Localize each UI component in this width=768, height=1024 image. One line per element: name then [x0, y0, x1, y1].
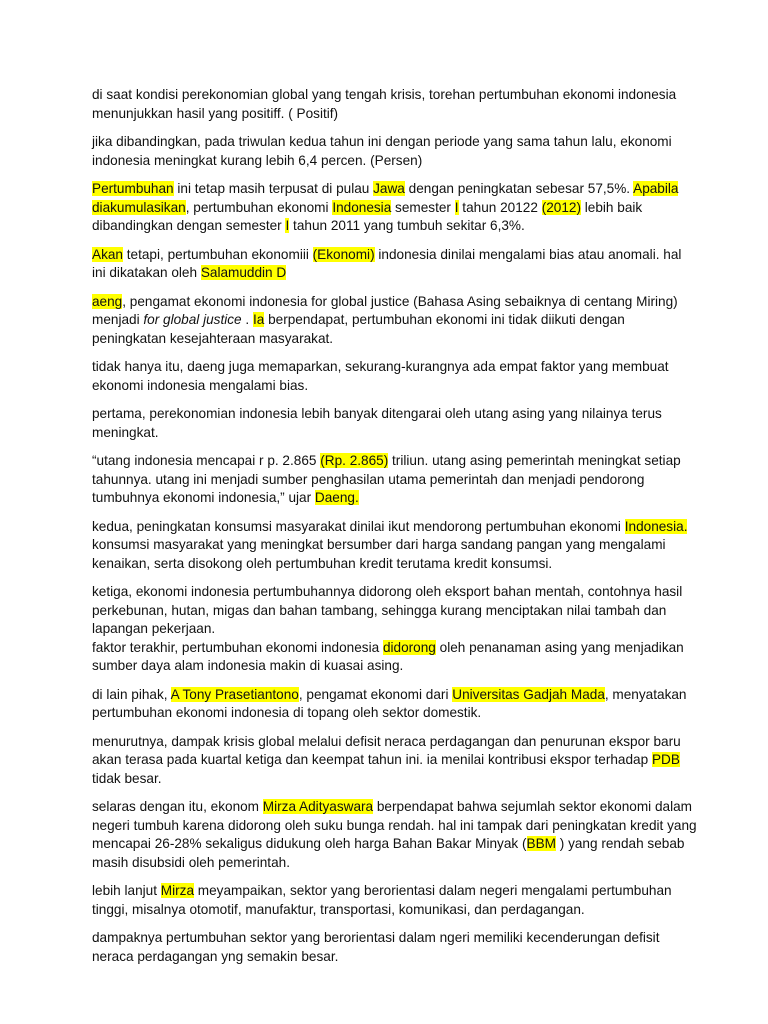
text-run: “utang indonesia mencapai r p. 2.865	[92, 453, 321, 468]
highlight: didorong	[382, 639, 436, 655]
text-run: , pengamat ekonomi indonesia for global justice (Bahasa Asing sebaiknya di centang Miring) menjadi	[92, 293, 678, 327]
highlight: (2012)	[541, 199, 581, 215]
highlight: Ia	[252, 312, 265, 327]
paragraph-4	[92, 246, 698, 283]
text-run: tidak besar.	[92, 770, 162, 786]
highlight: BBM	[526, 836, 556, 851]
paragraph-6: tidak hanya itu, daeng juga memaparkan, sekurang-kurangnya ada empat faktor yang membuat ekonomi indonesia mengalami bias.	[92, 359, 669, 393]
text-run: berpendapat bahwa sejumlah sektor ekonomi dalam negeri tumbuh karena didorong oleh suku bunga rendah. hal ini tampak dari peningkatan kredit yang mencapai 26-28% sekaligus didukung oleh harga Bahan Bakar Minyak (	[92, 799, 697, 851]
paragraph-12	[92, 686, 698, 723]
text-run: di lain pihak,	[92, 686, 171, 702]
highlight: I	[454, 199, 459, 215]
paragraph-5	[92, 293, 698, 349]
text-run: semester	[391, 199, 455, 215]
text-run: ini tetap masih terpusat di pulau	[173, 181, 374, 196]
paragraph-8	[92, 452, 698, 508]
paragraph-14	[92, 798, 698, 872]
highlight: Daeng.	[314, 490, 359, 505]
highlight: Mirza	[160, 883, 195, 898]
text-run: menurutnya, dampak krisis global melalui defisit neraca perdagangan dan penurunan ekspor baru akan terasa pada kuartal ketiga dan keempat tahun ini. ia menilai kontribusi ekspor terhadap	[92, 733, 681, 767]
highlight: Indonesia	[332, 199, 392, 215]
text-run: oleh penanaman asing yang menjadikan sumber daya alam indonesia makin di kuasai asing.	[92, 639, 684, 673]
highlight: Pertumbuhan	[92, 181, 174, 196]
text-run: ) yang rendah sebab masih disubsidi oleh pemerintah.	[92, 836, 685, 870]
paragraph-11	[92, 639, 698, 676]
highlight: Indonesia.	[624, 518, 688, 534]
text-run: faktor terakhir, pertumbuhan ekonomi indonesia	[92, 639, 383, 655]
text-run: kedua, peningkatan konsumsi masyarakat dinilai ikut mendorong pertumbuhan ekonomi	[92, 518, 625, 534]
text-run: , pengamat ekonomi dari	[298, 686, 453, 702]
paragraph-3	[92, 180, 698, 236]
text-run: indonesia dinilai mengalami bias atau anomali. hal ini dikatakan oleh	[92, 246, 682, 280]
highlight: (Ekonomi)	[312, 246, 375, 262]
text-run: konsumsi masyarakat yang meningkat bersumber dari harga sandang pangan yang mengalami kenaikan, serta disokong oleh pertumbuhan kredit terutama kredit konsumsi.	[92, 537, 666, 571]
highlight: (Rp. 2.865)	[320, 453, 389, 468]
text-run: .	[241, 312, 253, 327]
highlight: Akan	[92, 246, 123, 262]
text-run: , pertumbuhan ekonomi	[185, 199, 333, 215]
paragraph-1: di saat kondisi perekonomian global yang tengah krisis, torehan pertumbuhan ekonomi indonesia menunjukkan hasil yang positiff. ( Positif)	[92, 87, 677, 121]
highlight: A Tony Prasetiantono	[170, 686, 299, 702]
paragraph-2: jika dibandingkan, pada triwulan kedua tahun ini dengan periode yang sama tahun lalu, ekonomi indonesia meningkat kurang lebih 6,4 percen. (Persen)	[92, 134, 672, 168]
text-run: tetapi, pertumbuhan ekonomiii	[122, 246, 313, 262]
text-run: tahun 20122	[458, 199, 542, 215]
text-run: lebih lanjut	[92, 883, 161, 898]
text-run: dengan peningkatan sebesar 57,5%.	[404, 181, 634, 196]
highlight: I	[285, 218, 290, 233]
text-run: , menyatakan pertumbuhan ekonomi indonesia di topang oleh sektor domestik.	[92, 686, 687, 720]
paragraph-13	[92, 733, 698, 789]
paragraph-9	[92, 518, 698, 574]
text-run: triliun. utang asing pemerintah meningkat setiap tahunnya. utang ini menjadi sumber penghasilan utama pemerintah dan menjadi pendorong tumbuhnya ekonomi indonesia,” ujar	[92, 453, 681, 505]
highlight: Apabila diakumulasikan	[92, 181, 679, 215]
paragraph-15	[92, 882, 698, 919]
text-run: berpendapat, pertumbuhan ekonomi ini tidak diikuti dengan peningkatan kesejahteraan masyarakat.	[92, 312, 625, 346]
highlight: Salamuddin D	[200, 265, 287, 280]
text-run: tahun 2011 yang tumbuh sekitar 6,3%.	[289, 218, 525, 233]
highlight: aeng	[92, 293, 123, 309]
italic-text: for global justice	[143, 312, 242, 327]
paragraph-16: dampaknya pertumbuhan sektor yang berorientasi dalam ngeri memiliki kecenderungan defisit neraca perdagangan yng semakin besar.	[92, 930, 660, 964]
text-run: meyampaikan, sektor yang berorientasi dalam negeri mengalami pertumbuhan tinggi, misalnya otomotif, manufaktur, transportasi, komunikasi, dan perdagangan.	[92, 883, 672, 917]
highlight: Universitas Gadjah Mada	[452, 686, 605, 702]
text-run: selaras dengan itu, ekonom	[92, 799, 263, 814]
highlight: Mirza Adityaswara	[262, 799, 374, 814]
highlight: Jawa	[373, 181, 405, 196]
text-run: lebih baik dibandingkan dengan semester	[92, 199, 643, 233]
highlight: PDB	[651, 752, 680, 767]
paragraph-10: ketiga, ekonomi indonesia pertumbuhannya didorong oleh eksport bahan mentah, contohnya hasil perkebunan, hutan, migas dan bahan tambang, sehingga kurang menciptakan nilai tambah dan lapangan pekerjaan.	[92, 584, 683, 636]
paragraph-7: pertama, perekonomian indonesia lebih banyak ditengarai oleh utang asing yang nilainya terus meningkat.	[92, 406, 662, 440]
